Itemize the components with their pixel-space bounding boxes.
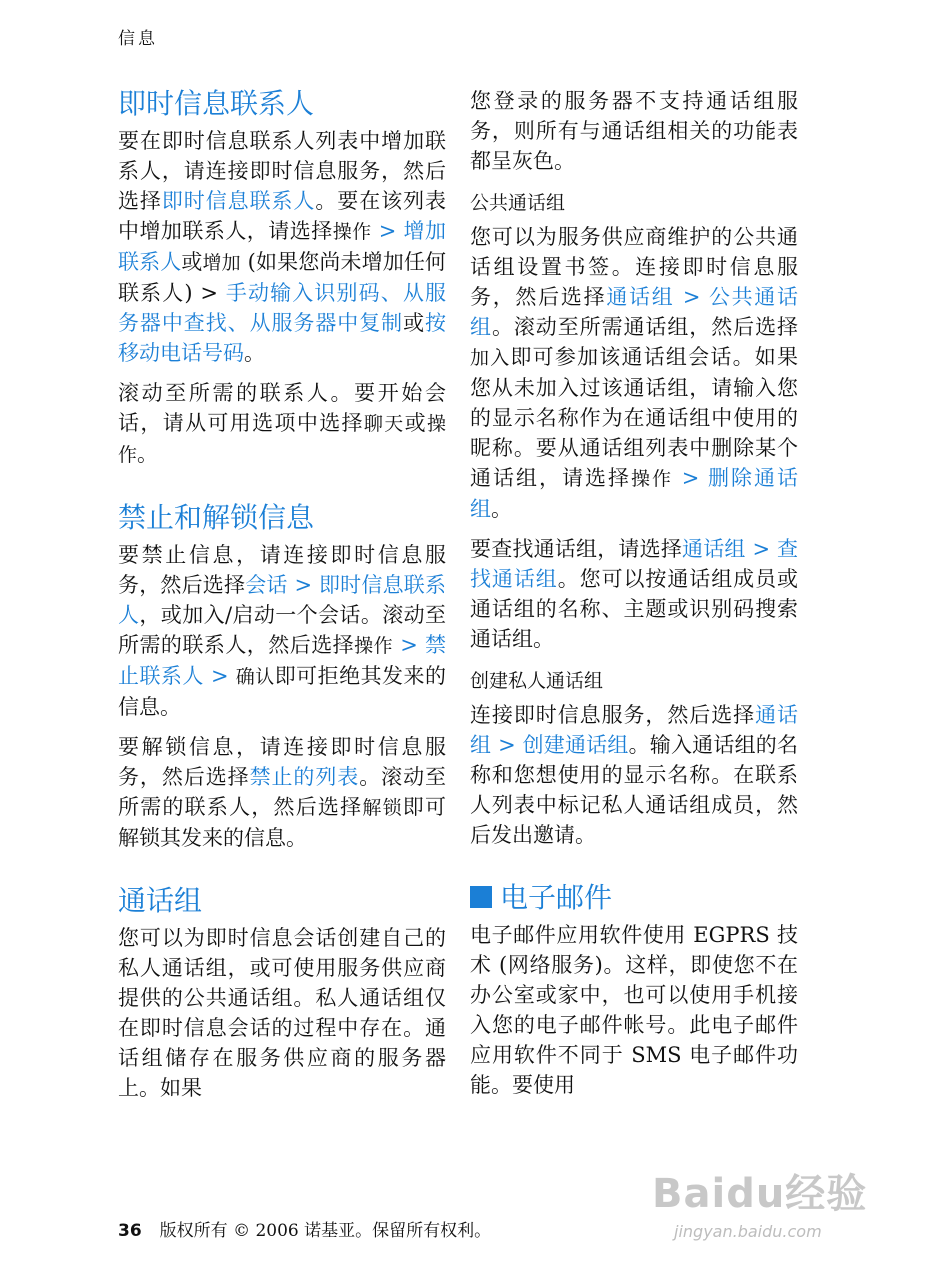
menu-link[interactable]: 公共通话组	[470, 285, 799, 339]
menu-link[interactable]: 会话	[245, 573, 288, 597]
baidu-watermark	[652, 1162, 882, 1258]
menu-link[interactable]: 禁止的列表	[249, 765, 360, 789]
watermark-url: jingyan.baidu.com	[674, 1222, 822, 1241]
paragraph: 要解锁信息，请连接即时信息服务，然后选择禁止的列表。滚动至所需的联系人，然后选择解锁即可解锁其发来的信息。	[118, 735, 447, 850]
section-title-im-contacts: 即时信息联系人	[118, 87, 315, 120]
menu-command: 加入	[470, 347, 511, 369]
menu-link[interactable]: 从服务器中复制	[249, 311, 404, 335]
menu-command: 操作	[354, 635, 394, 657]
menu-command: 操作	[118, 413, 446, 466]
menu-command: 聊天	[363, 413, 405, 435]
menu-link[interactable]: 即时信息联系人	[161, 189, 316, 213]
menu-link[interactable]: 查找通话组	[470, 537, 798, 591]
menu-command: 确认	[235, 666, 275, 688]
paragraph: 您登录的服务器不支持通话组服务，则所有与通话组相关的功能表都呈灰色。	[470, 89, 798, 173]
menu-link[interactable]: 增加联系人	[118, 219, 446, 274]
page-number: 36	[118, 1221, 142, 1241]
section-title-email: 电子邮件	[470, 880, 798, 916]
menu-link[interactable]: 手动输入识别码	[225, 281, 381, 305]
section-title-block-unblock: 禁止和解锁信息	[118, 501, 315, 534]
paragraph: 滚动至所需的联系人。要开始会话，请从可用选项中选择聊天或操作。	[118, 381, 446, 466]
left-column	[118, 86, 446, 1113]
paragraph: 电子邮件应用软件使用 EGPRS 技术 (网络服务)。这样，即使您不在办公室或家中，也可以使用手机接入您的电子邮件帐号。此电子邮件应用软件不同于 SMS 电子邮件功能。要使用	[470, 923, 798, 1097]
right-column	[470, 86, 798, 1110]
menu-link[interactable]: 按移动电话号码	[118, 311, 447, 365]
menu-link[interactable]: 删除通话组	[470, 466, 798, 521]
square-bullet-icon	[470, 886, 492, 908]
menu-link[interactable]: 通话组	[682, 537, 746, 561]
menu-link[interactable]: 禁止联系人	[118, 633, 446, 688]
baidu-logo: Baidu经验	[652, 1171, 868, 1217]
paragraph: 您可以为即时信息会话创建自己的私人通话组，或可使用服务供应商提供的公共通话组。私人通话组仅在即时信息会话的过程中存在。通话组储存在服务供应商的服务器上。如果	[118, 926, 446, 1100]
running-header: 信息	[118, 29, 158, 49]
menu-link[interactable]: 通话组	[606, 285, 675, 309]
section-title-chat-groups: 通话组	[118, 884, 203, 917]
paragraph: 您可以为服务供应商维护的公共通话组设置书签。连接即时信息服务，然后选择通话组 > 公共通话组。滚动至所需通话组，然后选择加入即可参加该通话组会话。如果您从未加入过该通话组，请输入您的显示名称作为在通话组中使用的昵称。要从通话组列表中删除某个通话组，请选择操作 > 删除通话组。	[470, 225, 799, 521]
subsection-title-create-private-group: 创建私人通话组	[470, 670, 604, 692]
menu-link[interactable]: 通话组	[470, 703, 799, 757]
page-footer	[118, 1216, 491, 1241]
menu-command: 操作	[332, 221, 372, 243]
paragraph: 连接即时信息服务，然后选择通话组 > 创建通话组。输入通话组的名称和您想使用的显示名称。在联系人列表中标记私人通话组成员，然后发出邀请。	[470, 703, 799, 847]
menu-command: 增加	[202, 252, 241, 274]
paragraph: 要查找通话组，请选择通话组 > 查找通话组。您可以按通话组成员或通话组的名称、主题或识别码搜索通话组。	[470, 537, 799, 651]
menu-link[interactable]: 从服务器中查找	[118, 281, 447, 335]
menu-command: 解锁	[362, 797, 403, 819]
menu-command: 操作	[631, 468, 674, 490]
menu-link[interactable]: 即时信息联系人	[118, 573, 446, 627]
paragraph: 要在即时信息联系人列表中增加联系人，请连接即时信息服务，然后选择即时信息联系人。要在该列表中增加联系人，请选择操作 > 增加联系人或增加 (如果您尚未增加任何联系人) > 手动输入识别码、从服务器中查找、从服务器中复制或按移动电话号码。	[118, 129, 447, 365]
subsection-title-public-groups: 公共通话组	[470, 192, 566, 214]
copyright-notice: 版权所有 © 2006 诺基亚。保留所有权利。	[159, 1221, 492, 1241]
menu-link[interactable]: 创建通话组	[522, 733, 629, 757]
paragraph: 要禁止信息，请连接即时信息服务，然后选择会话 > 即时信息联系人，或加入/启动一个会话。滚动至所需的联系人，然后选择操作 > 禁止联系人 > 确认即可拒绝其发来的信息。	[118, 543, 447, 719]
